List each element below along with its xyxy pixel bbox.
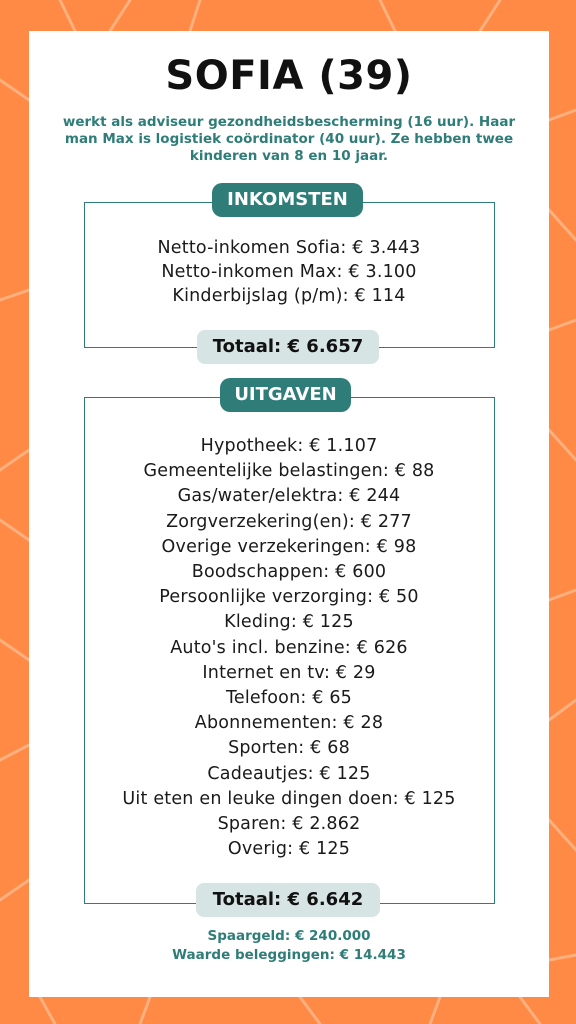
list-item: Kinderbijslag (p/m): € 114: [172, 286, 406, 306]
expense-list: [29, 434, 549, 862]
list-item: Abonnementen: € 28: [194, 713, 384, 734]
list-item: Sparen: € 2.862: [217, 814, 361, 835]
list-item: Internet en tv: € 29: [202, 662, 376, 683]
income-heading: INKOMSTEN: [212, 183, 363, 217]
list-item: Telefoon: € 65: [225, 688, 352, 709]
footer-summary: [29, 927, 549, 965]
list-item: Cadeautjes: € 125: [207, 763, 371, 784]
investments-text: Waarde beleggingen: € 14.443: [172, 947, 406, 963]
list-item: Netto-inkomen Sofia: € 3.443: [157, 238, 421, 258]
income-total: Totaal: € 6.657: [197, 330, 379, 364]
content-card: [29, 31, 549, 997]
list-item: Netto-inkomen Max: € 3.100: [161, 262, 417, 282]
savings-text: Spaargeld: € 240.000: [207, 928, 371, 944]
page-title: SOFIA (39): [165, 53, 413, 99]
list-item: Persoonlijke verzorging: € 50: [159, 587, 419, 608]
list-item: Auto's incl. benzine: € 626: [170, 637, 408, 658]
list-item: Hypotheek: € 1.107: [200, 436, 378, 456]
list-item: Gemeentelijke belastingen: € 88: [143, 461, 435, 482]
list-item: Boodschappen: € 600: [191, 562, 387, 583]
list-item: Zorgverzekering(en): € 277: [166, 511, 412, 532]
page-subtitle: werkt als adviseur gezondheidsbescherming (16 uur). Haar man Max is logistiek coördinator (40 uur). Ze hebben twee kinderen van 8 en 10 jaar.: [62, 114, 516, 164]
list-item: Overige verzekeringen: € 98: [161, 536, 417, 557]
list-item: Sporten: € 68: [228, 738, 350, 759]
income-list: [29, 236, 549, 308]
list-item: Overig: € 125: [227, 839, 351, 860]
list-item: Kleding: € 125: [224, 612, 354, 633]
expense-heading: UITGAVEN: [220, 378, 351, 412]
expense-total: Totaal: € 6.642: [196, 883, 380, 917]
list-item: Gas/water/elektra: € 244: [177, 486, 401, 507]
list-item: Uit eten en leuke dingen doen: € 125: [122, 788, 456, 809]
